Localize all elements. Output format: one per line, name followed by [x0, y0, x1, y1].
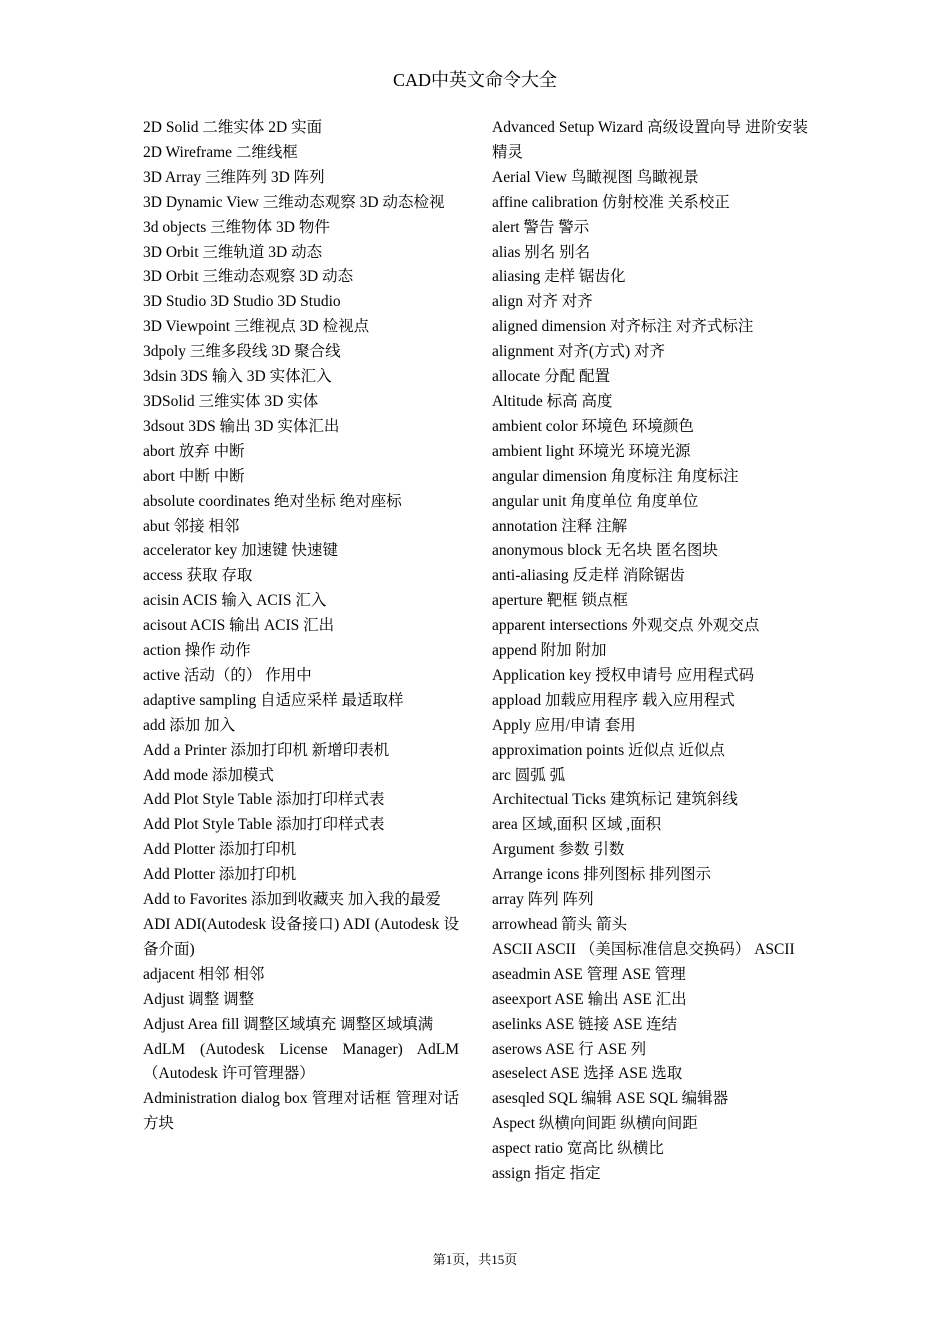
glossary-entry: array 阵列 阵列 [492, 891, 594, 909]
glossary-entry: 3d objects 三维物体 3D 物件 [143, 218, 330, 236]
glossary-entry: 3D Array 三维阵列 3D 阵列 [143, 168, 325, 186]
glossary-entry: ambient color 环境色 环境颜色 [492, 417, 694, 435]
glossary-entry: 2D Solid 二维实体 2D 实面 [143, 119, 323, 136]
glossary-entry: 3dsin 3DS 输入 3D 实体汇入 [143, 368, 332, 386]
glossary-entry: alert 警告 警示 [492, 218, 590, 236]
glossary-entry: align 对齐 对齐 [492, 293, 593, 311]
glossary-entry: absolute coordinates 绝对坐标 绝对座标 [143, 492, 402, 510]
glossary-entry: abort 中断 中断 [143, 467, 245, 485]
glossary-entry: 3D Orbit 三维动态观察 3D 动态 [143, 268, 354, 286]
glossary-entry: aseselect ASE 选择 ASE 选取 [492, 1065, 683, 1083]
glossary-entry: 3dpoly 三维多段线 3D 聚合线 [143, 343, 341, 361]
glossary-entry: ASCII ASCII （美国标准信息交换码） ASCII [492, 940, 795, 958]
glossary-entry: area 区域,面积 区域 ,面积 [492, 816, 662, 834]
glossary-entry: affine calibration 仿射校准 关系校正 [492, 193, 730, 211]
right-column [492, 116, 808, 1187]
glossary-entry: adaptive sampling 自适应采样 最适取样 [143, 691, 404, 709]
glossary-entry: Aspect 纵横向间距 纵横向间距 [492, 1115, 698, 1133]
glossary-entry: acisin ACIS 输入 ACIS 汇入 [143, 592, 327, 610]
glossary-entry: 3D Dynamic View 三维动态观察 3D 动态检视 [143, 193, 445, 211]
glossary-entry: Add Plot Style Table 添加打印样式表 [143, 816, 385, 834]
glossary-entry: alias 别名 别名 [492, 243, 591, 261]
glossary-entry: 3DSolid 三维实体 3D 实体 [143, 392, 319, 410]
glossary-entry: approximation points 近似点 近似点 [492, 741, 725, 759]
glossary-entry: aseexport ASE 输出 ASE 汇出 [492, 990, 687, 1008]
glossary-entry: aspect ratio 宽高比 纵横比 [492, 1140, 664, 1158]
glossary-entry: annotation 注释 注解 [492, 517, 628, 535]
glossary-entry: aselinks ASE 链接 ASE 连结 [492, 1015, 678, 1033]
glossary-entry: aligned dimension 对齐标注 对齐式标注 [492, 318, 754, 336]
glossary-entry: 3dsout 3DS 输出 3D 实体汇出 [143, 417, 340, 435]
glossary-entry: angular dimension 角度标注 角度标注 [492, 467, 739, 485]
glossary-entry: abort 放弃 中断 [143, 442, 245, 460]
glossary-entry: 3D Studio 3D Studio 3D Studio [143, 293, 341, 311]
glossary-entry: 2D Wireframe 二维线框 [143, 143, 298, 161]
glossary-entry: Arrange icons 排列图标 排列图示 [492, 866, 712, 884]
left-column [143, 116, 459, 1137]
glossary-entry: 3D Viewpoint 三维视点 3D 检视点 [143, 318, 370, 336]
glossary-entry: Add a Printer 添加打印机 新增印表机 [143, 741, 390, 759]
glossary-entry: abut 邻接 相邻 [143, 517, 240, 535]
glossary-entry: aliasing 走样 锯齿化 [492, 268, 626, 286]
glossary-entry: anonymous block 无名块 匿名图块 [492, 542, 719, 560]
glossary-entry: acisout ACIS 输出 ACIS 汇出 [143, 617, 335, 635]
glossary-entry: arc 圆弧 弧 [492, 766, 566, 784]
glossary-entry: accelerator key 加速键 快速键 [143, 542, 338, 560]
glossary-entry: asesqled SQL 编辑 ASE SQL 编辑器 [492, 1090, 729, 1108]
glossary-entry: Add Plotter 添加打印机 [143, 866, 297, 884]
glossary-entry: allocate 分配 配置 [492, 368, 610, 386]
glossary-entry: Add Plotter 添加打印机 [143, 841, 297, 859]
glossary-entry: Add mode 添加模式 [143, 766, 274, 784]
glossary-entry: action 操作 动作 [143, 642, 251, 660]
glossary-entry: Advanced Setup Wizard 高级设置向导 进阶安装精灵 [492, 119, 808, 161]
glossary-entry: Altitude 标高 高度 [492, 392, 613, 410]
glossary-entry: access 获取 存取 [143, 567, 253, 585]
glossary-entry: aseadmin ASE 管理 ASE 管理 [492, 965, 686, 983]
glossary-entry: ADI ADI(Autodesk 设备接口) ADI (Autodesk 设备介面) [143, 916, 459, 958]
glossary-entry: apparent intersections 外观交点 外观交点 [492, 617, 760, 635]
glossary-entry: angular unit 角度单位 角度单位 [492, 492, 699, 510]
glossary-entry: Aerial View 鸟瞰视图 鸟瞰视景 [492, 168, 699, 186]
glossary-entry: Architectual Ticks 建筑标记 建筑斜线 [492, 791, 738, 809]
glossary-entry: alignment 对齐(方式) 对齐 [492, 343, 666, 361]
glossary-entry: Adjust Area fill 调整区域填充 调整区域填满 [143, 1015, 434, 1033]
glossary-entry: adjacent 相邻 相邻 [143, 965, 265, 983]
glossary-entry: appload 加载应用程序 载入应用程式 [492, 691, 735, 709]
glossary-entry: add 添加 加入 [143, 716, 236, 734]
glossary-entry: Adjust 调整 调整 [143, 990, 255, 1008]
glossary-entry: anti-aliasing 反走样 消除锯齿 [492, 567, 685, 585]
glossary-entry: ambient light 环境光 环境光源 [492, 442, 691, 460]
glossary-entry: AdLM (Autodesk License Manager) AdLM （Autodesk 许可管理器） [143, 1040, 459, 1083]
glossary-entry: aserows ASE 行 ASE 列 [492, 1040, 647, 1058]
glossary-entry: Application key 授权申请号 应用程式码 [492, 666, 755, 684]
glossary-entry: Apply 应用/申请 套用 [492, 716, 636, 734]
glossary-entry: append 附加 附加 [492, 642, 607, 660]
glossary-entry: aperture 靶框 锁点框 [492, 592, 629, 610]
page-footer: 第1页，共15页 [432, 1252, 518, 1267]
glossary-entry: Administration dialog box 管理对话框 管理对话方块 [143, 1090, 459, 1133]
page-title: CAD中英文命令大全 [392, 70, 557, 90]
glossary-entry: 3D Orbit 三维轨道 3D 动态 [143, 243, 323, 261]
glossary-entry: Add to Favorites 添加到收藏夹 加入我的最爱 [143, 891, 441, 909]
glossary-entry: active 活动（的） 作用中 [143, 666, 312, 684]
glossary-entry: Argument 参数 引数 [492, 841, 625, 859]
glossary-entry: assign 指定 指定 [492, 1165, 601, 1183]
glossary-entry: arrowhead 箭头 箭头 [492, 916, 628, 933]
glossary-entry: Add Plot Style Table 添加打印样式表 [143, 791, 385, 809]
